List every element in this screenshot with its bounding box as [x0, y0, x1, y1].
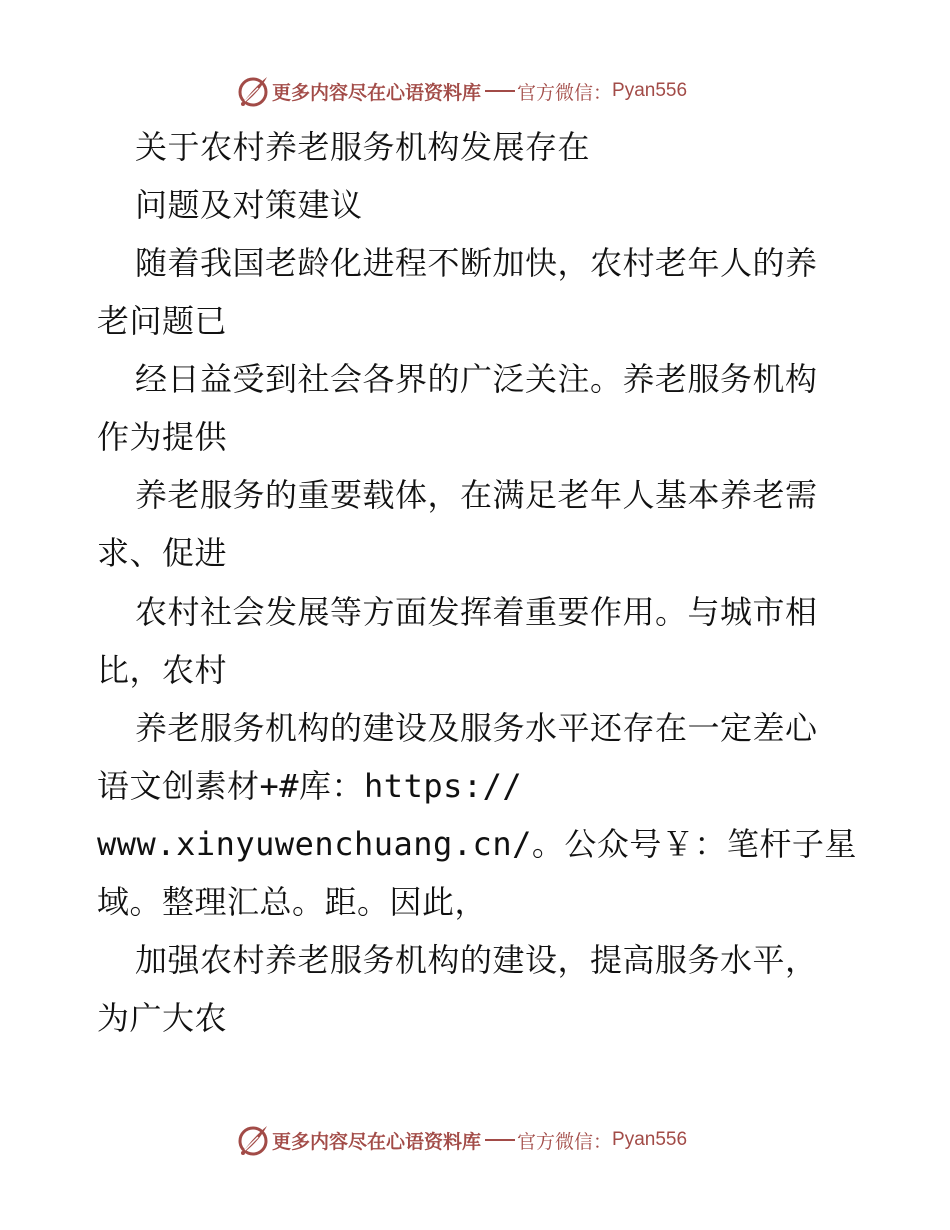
- quill-pen-logo-icon: [236, 1123, 270, 1157]
- quill-pen-logo-icon: [236, 74, 270, 108]
- banner-wechat-id: Pyan556: [612, 1129, 688, 1150]
- banner-wechat-label: 官方微信：: [517, 1130, 613, 1153]
- text-line: 经日益受到社会各界的广泛关注。养老服务机构: [135, 360, 818, 398]
- text-line: 养老服务机构的建设及服务水平还存在一定差心: [135, 709, 818, 747]
- banner-wechat-label: 官方微信：: [517, 81, 613, 104]
- header-banner: [236, 74, 687, 108]
- text-line: 加强农村养老服务机构的建设，提高服务水平，: [135, 941, 818, 979]
- text-line: 老问题已: [97, 302, 228, 340]
- text-line: 作为提供: [97, 418, 228, 456]
- text-line: 比，农村: [97, 651, 228, 689]
- title-line-2: 问题及对策建议: [135, 186, 363, 224]
- banner-title: 更多内容尽在心语资料库: [272, 1130, 482, 1153]
- text-line: 语文创素材+#库：https://: [97, 767, 523, 805]
- text-line: 随着我国老龄化进程不断加快，农村老年人的养: [135, 244, 818, 282]
- banner-dash: [485, 90, 515, 92]
- banner-dash: [485, 1139, 515, 1141]
- banner-title: 更多内容尽在心语资料库: [272, 81, 482, 104]
- text-line: 养老服务的重要载体，在满足老年人基本养老需: [135, 476, 818, 514]
- text-line: 为广大农: [97, 999, 228, 1037]
- title-line-1: 关于农村养老服务机构发展存在: [135, 128, 591, 166]
- footer-banner: [236, 1123, 687, 1157]
- text-line: 农村社会发展等方面发挥着重要作用。与城市相: [135, 593, 818, 631]
- text-line: 域。整理汇总。距。因此，: [97, 883, 488, 921]
- text-line: www.xinyuwenchuang.cn/。公众号￥：笔杆子星: [97, 825, 857, 863]
- text-line: 求、促进: [97, 534, 228, 572]
- banner-wechat-id: Pyan556: [612, 80, 688, 101]
